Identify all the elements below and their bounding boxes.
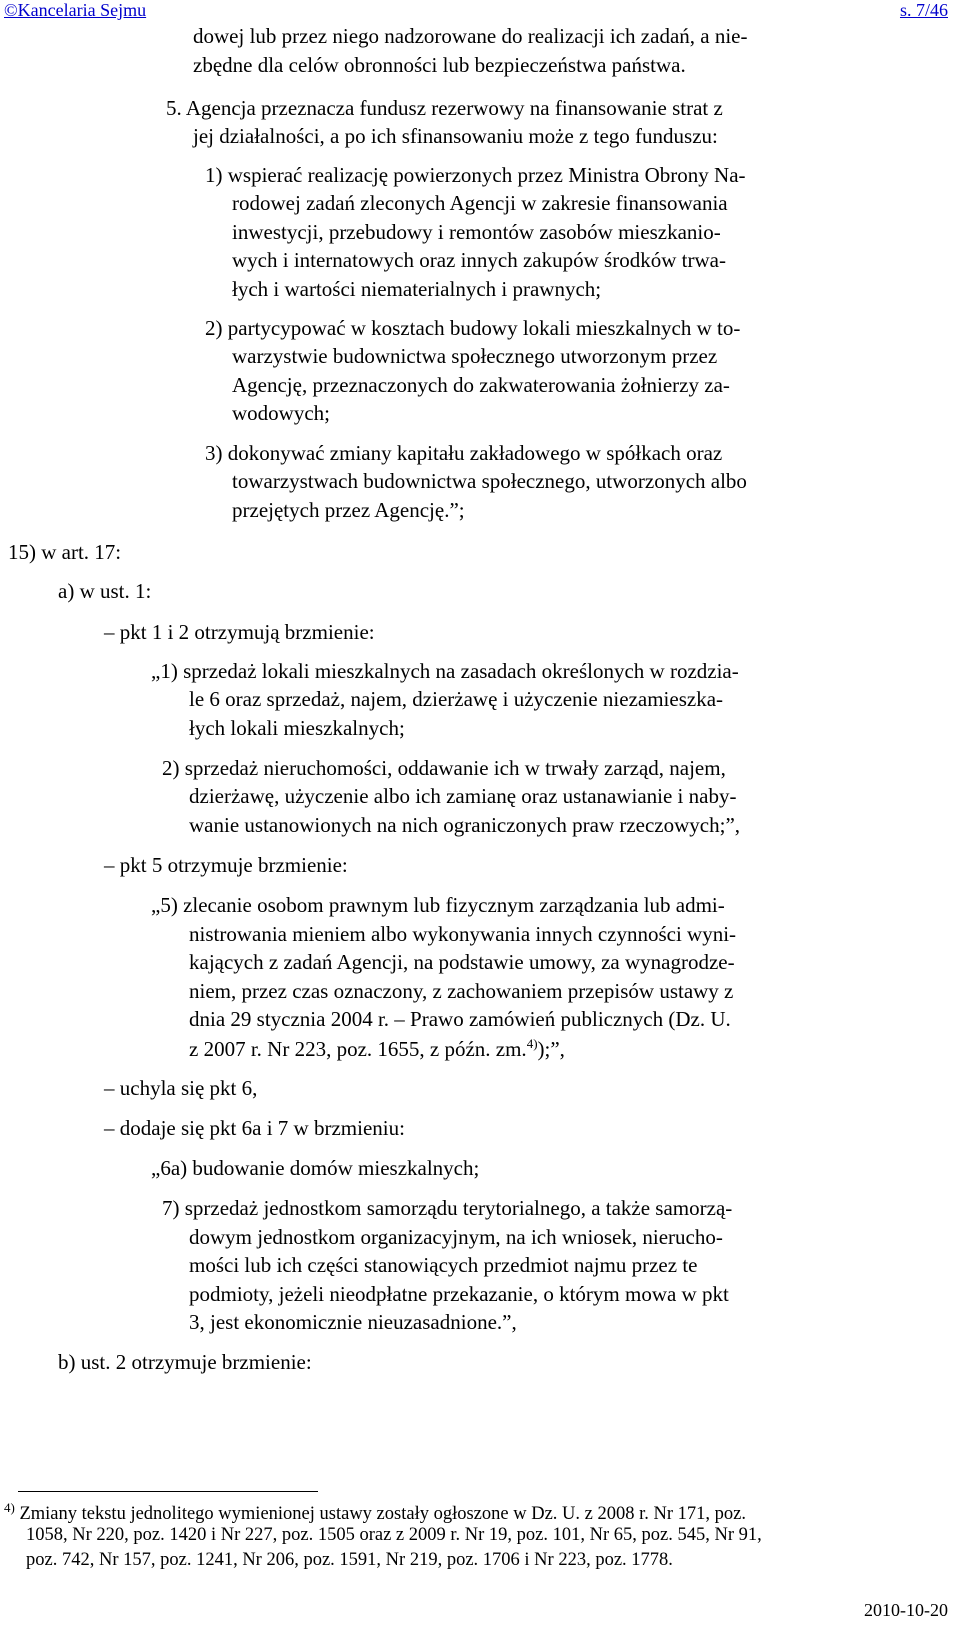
text-line: dzierżawę, użyczenie albo ich zamianę oraz ustanawianie i naby- [189, 784, 737, 808]
text-line: towarzystwach budownictwa społecznego, utworzonych albo [232, 469, 747, 493]
text-line: – uchyla się pkt 6, [104, 1076, 258, 1100]
text-line: nistrowania mieniem albo wykonywania innych czynności wyni- [189, 922, 737, 946]
text-line: wych i internatowych oraz innych zakupów środków trwa- [232, 248, 726, 272]
text-line: „5) zlecanie osobom prawnym lub fizycznym zarządzania lub admi- [151, 893, 725, 917]
text-line: rodowej zadań zleconych Agencji w zakresie finansowania [232, 191, 728, 215]
footnote-mark: 4) [4, 1500, 15, 1515]
text-line: kających z zadań Agencji, na podstawie umowy, za wynagrodze- [189, 950, 735, 974]
footnote-reference[interactable]: 4) [526, 1036, 538, 1051]
text-line: Agencję, przeznaczonych do zakwaterowania żołnierzy za- [232, 373, 730, 397]
header-source[interactable]: ©Kancelaria Sejmu [4, 0, 147, 20]
text-line: dowej lub przez niego nadzorowane do realizacji ich zadań, a nie- [193, 24, 748, 48]
footnote-line: poz. 742, Nr 157, poz. 1241, Nr 206, poz. 1591, Nr 219, poz. 1706 i Nr 223, poz. 1778. [26, 1550, 673, 1570]
footnote-line [4, 1500, 746, 1525]
text-segment: );”, [537, 1037, 565, 1061]
text-line: niem, przez czas oznaczony, z zachowaniem przepisów ustawy z [189, 979, 734, 1003]
text-line: 7) sprzedaż jednostkom samorządu terytorialnego, a także samorzą- [162, 1196, 733, 1220]
text-line: inwestycji, przebudowy i remontów zasobów mieszkanio- [232, 220, 721, 244]
footnote-line: 1058, Nr 220, poz. 1420 i Nr 227, poz. 1505 oraz z 2009 r. Nr 19, poz. 101, Nr 65, poz. 545, Nr 91, [26, 1525, 762, 1545]
text-line: jej działalności, a po ich sfinansowaniu może z tego funduszu: [193, 124, 718, 148]
text-segment: z 2007 r. Nr 223, poz. 1655, z późn. zm. [189, 1037, 527, 1061]
footer-date: 2010-10-20 [864, 1600, 948, 1620]
text-line: dowym jednostkom organizacyjnym, na ich wniosek, nierucho- [189, 1225, 723, 1249]
text-line: le 6 oraz sprzedaż, najem, dzierżawę i użyczenie niezamieszka- [189, 687, 724, 711]
text-line: „6a) budowanie domów mieszkalnych; [151, 1156, 480, 1180]
text-line: łych lokali mieszkalnych; [189, 716, 405, 740]
text-line: 3, jest ekonomicznie nieuzasadnione.”, [189, 1310, 517, 1334]
header-page-number[interactable]: s. 7/46 [899, 0, 948, 20]
text-line: zbędne dla celów obronności lub bezpieczeństwa państwa. [193, 53, 686, 77]
text-line: b) ust. 2 otrzymuje brzmienie: [58, 1350, 312, 1374]
text-line: wodowych; [232, 401, 330, 425]
text-line: „1) sprzedaż lokali mieszkalnych na zasadach określonych w rozdzia- [151, 659, 739, 683]
text-line [189, 1036, 565, 1062]
text-line: 2) sprzedaż nieruchomości, oddawanie ich w trwały zarząd, najem, [162, 756, 726, 780]
text-line: wanie ustanowionych na nich ograniczonych praw rzeczowych;”, [189, 813, 741, 837]
text-line: – pkt 5 otrzymuje brzmienie: [104, 853, 348, 877]
text-line: – dodaje się pkt 6a i 7 w brzmieniu: [104, 1116, 405, 1140]
text-line: łych i wartości niematerialnych i prawnych; [232, 277, 602, 301]
text-line: mości lub ich części stanowiących przedmiot najmu przez te [189, 1253, 698, 1277]
text-line: 3) dokonywać zmiany kapitału zakładowego w spółkach oraz [205, 441, 723, 465]
text-line: 15) w art. 17: [8, 540, 122, 564]
text-line: podmioty, jeżeli nieodpłatne przekazanie, o którym mowa w pkt [189, 1282, 729, 1306]
text-line: warzystwie budownictwa społecznego utworzonym przez [232, 344, 718, 368]
text-line: – pkt 1 i 2 otrzymują brzmienie: [104, 620, 375, 644]
footnote-text: Zmiany tekstu jednolitego wymienionej ustawy zostały ogłoszone w Dz. U. z 2008 r. Nr 171, poz. [19, 1504, 746, 1525]
text-line: dnia 29 stycznia 2004 r. – Prawo zamówień publicznych (Dz. U. [189, 1007, 731, 1031]
text-line: a) w ust. 1: [58, 579, 152, 603]
text-line: przejętych przez Agencję.”; [232, 498, 465, 522]
text-line: 2) partycypować w kosztach budowy lokali mieszkalnych w to- [205, 316, 741, 340]
footnote-separator [18, 1491, 318, 1492]
text-line: 1) wspierać realizację powierzonych przez Ministra Obrony Na- [205, 163, 746, 187]
text-line: 5. Agencja przeznacza fundusz rezerwowy na finansowanie strat z [166, 96, 723, 120]
